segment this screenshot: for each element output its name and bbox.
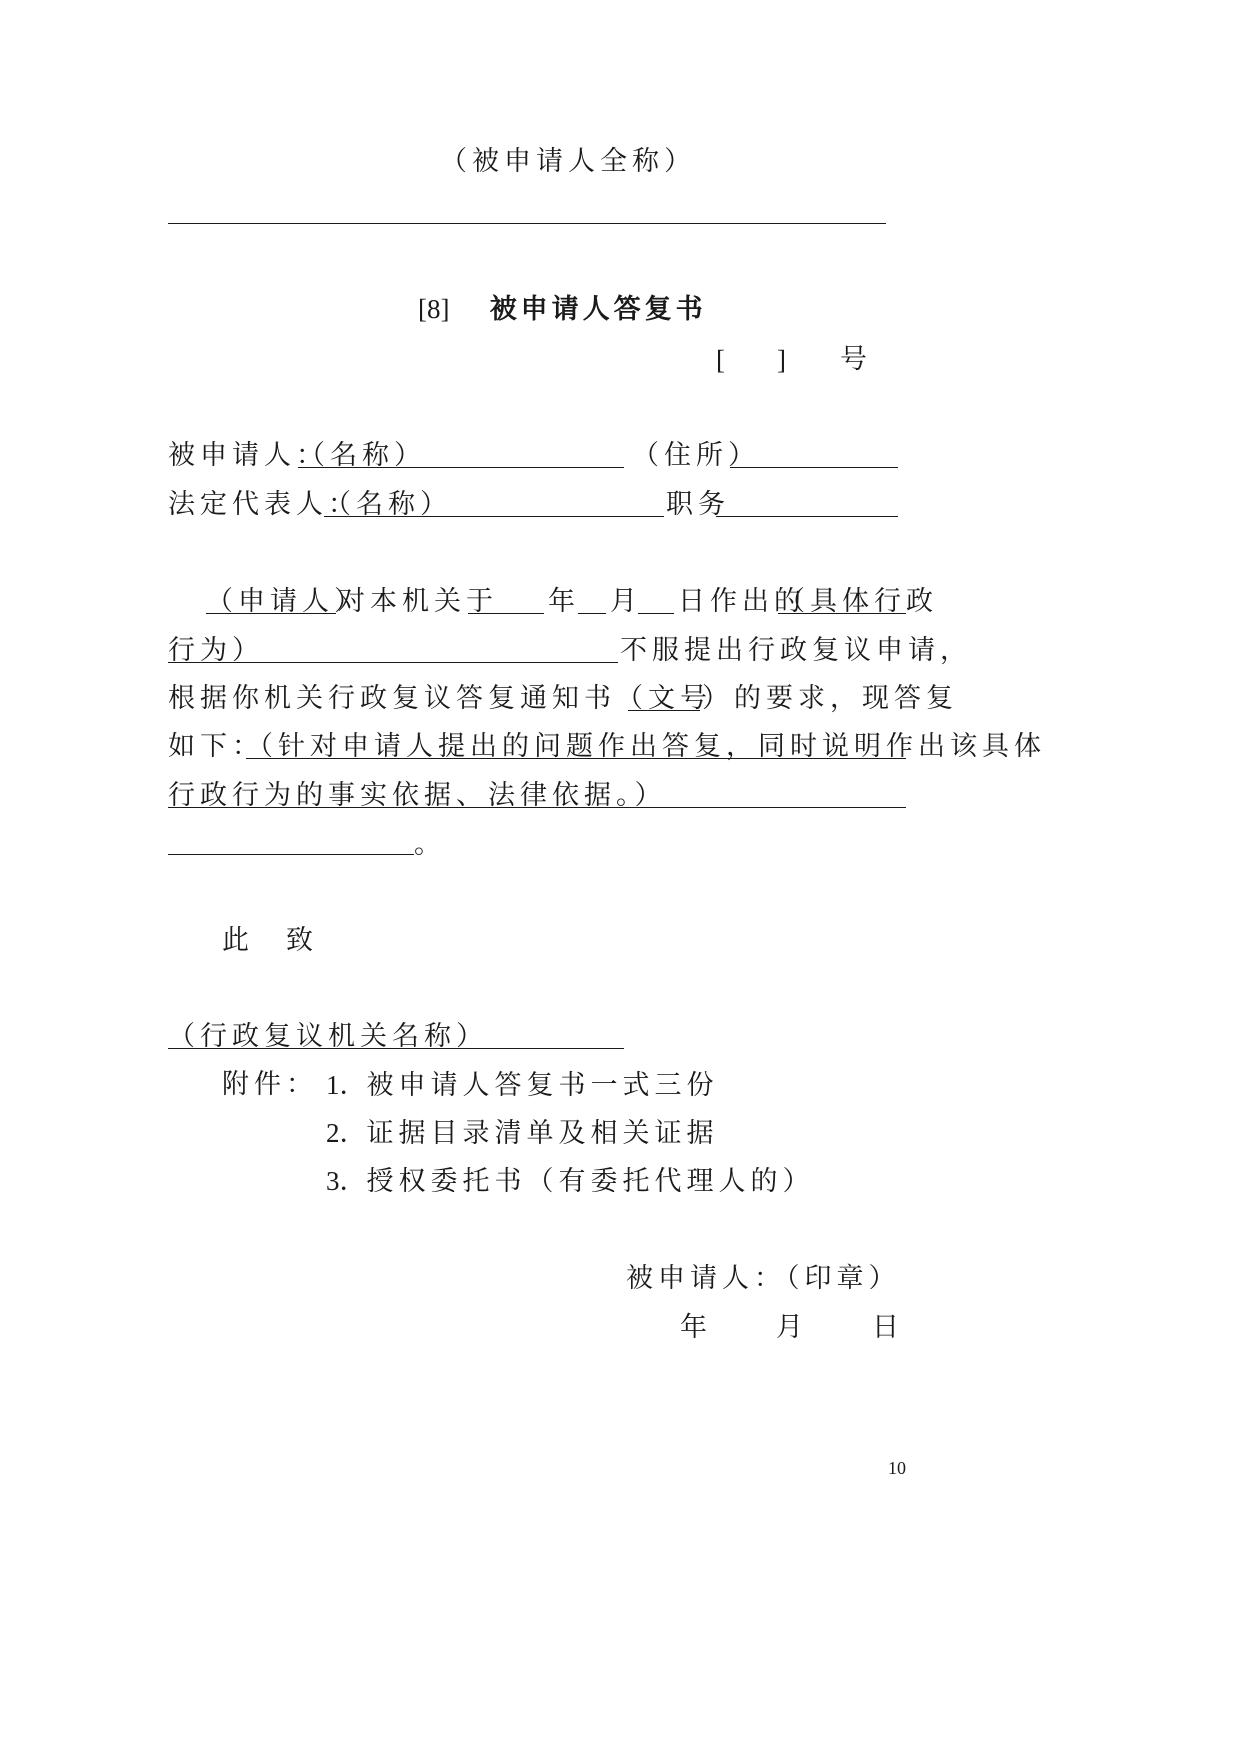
respondent-seal: 被申请人：（印章） [626,1263,901,1294]
authority-blank[interactable] [168,1048,624,1049]
attachment-num: 2． [326,1118,367,1148]
respondent-name-blank[interactable] [298,467,624,468]
act-blank-2[interactable] [168,662,618,663]
document-title [418,292,707,327]
year-blank[interactable] [468,613,544,614]
body-text-3: 根据你机关行政复议答复通知书（文号 [168,683,712,714]
act-hint-2: 行为） [168,635,264,666]
attachment-num: 3． [326,1166,367,1196]
month-label: 月 [610,586,642,617]
body-text-5: 如下： [168,731,264,762]
legal-rep-label: 法定代表人： [168,489,360,520]
act-blank-1[interactable] [778,613,906,614]
attachment-text: 授权委托书（有委托代理人的） [366,1166,815,1197]
reply-hint-2: 行政行为的事实依据、法律依据。） [168,780,667,811]
applicant-blank[interactable] [206,613,336,614]
authority-hint: （行政复议机关名称） [168,1021,488,1052]
attachment-num: 1． [326,1070,367,1100]
respondent-name-hint: （名称） [298,440,426,471]
legal-rep-name-blank[interactable] [324,516,664,517]
body-text-4: ）的要求，现答复 [702,683,958,714]
title-text: 被申请人答复书 [489,294,707,325]
doc-no-blank[interactable] [628,710,700,711]
salutation: 此 致 [222,925,318,956]
attachment-text: 证据目录清单及相关证据 [366,1118,719,1149]
body-period: 。 [414,829,446,860]
body-text-1: 对本机关于 [338,586,498,617]
reply-hint-1: （针对申请人提出的问题作出答复，同时说明作出该具体 [246,731,1046,762]
respondent-label: 被申请人： [168,440,328,471]
header-rule [168,223,886,224]
year-label: 年 [548,586,580,617]
respondent-address-hint: （住所） [632,440,760,471]
day-label: 日作出的 [678,586,806,617]
doc-no-right-bracket: ] [777,345,786,375]
position-label: 职务 [666,489,730,520]
page-number: 10 [888,1458,906,1478]
day-blank[interactable] [638,613,674,614]
month-blank[interactable] [578,613,606,614]
respondent-full-name: （被申请人全称） [440,146,696,177]
position-blank[interactable] [716,516,898,517]
doc-no-suffix: 号 [840,344,872,375]
applicant-hint: （申请人） [206,586,366,617]
legal-rep-name-hint: （名称） [324,489,452,520]
attachment-item [326,1068,719,1103]
act-hint-1: （具体行政 [778,586,938,617]
attachment-text: 被申请人答复书一式三份 [366,1070,719,1101]
attachments-label: 附件： [222,1069,318,1100]
doc-no-left-bracket: [ [716,345,725,375]
title-number: [8] [418,294,450,324]
body-text-2: 不服提出行政复议申请， [620,635,972,666]
reply-blank-3[interactable] [168,854,414,855]
reply-blank-1[interactable] [246,758,906,759]
attachment-item [326,1116,719,1151]
reply-blank-2[interactable] [168,807,906,808]
signature-date: 年 月 日 [680,1312,904,1343]
respondent-address-blank[interactable] [730,467,898,468]
attachment-item [326,1164,815,1199]
